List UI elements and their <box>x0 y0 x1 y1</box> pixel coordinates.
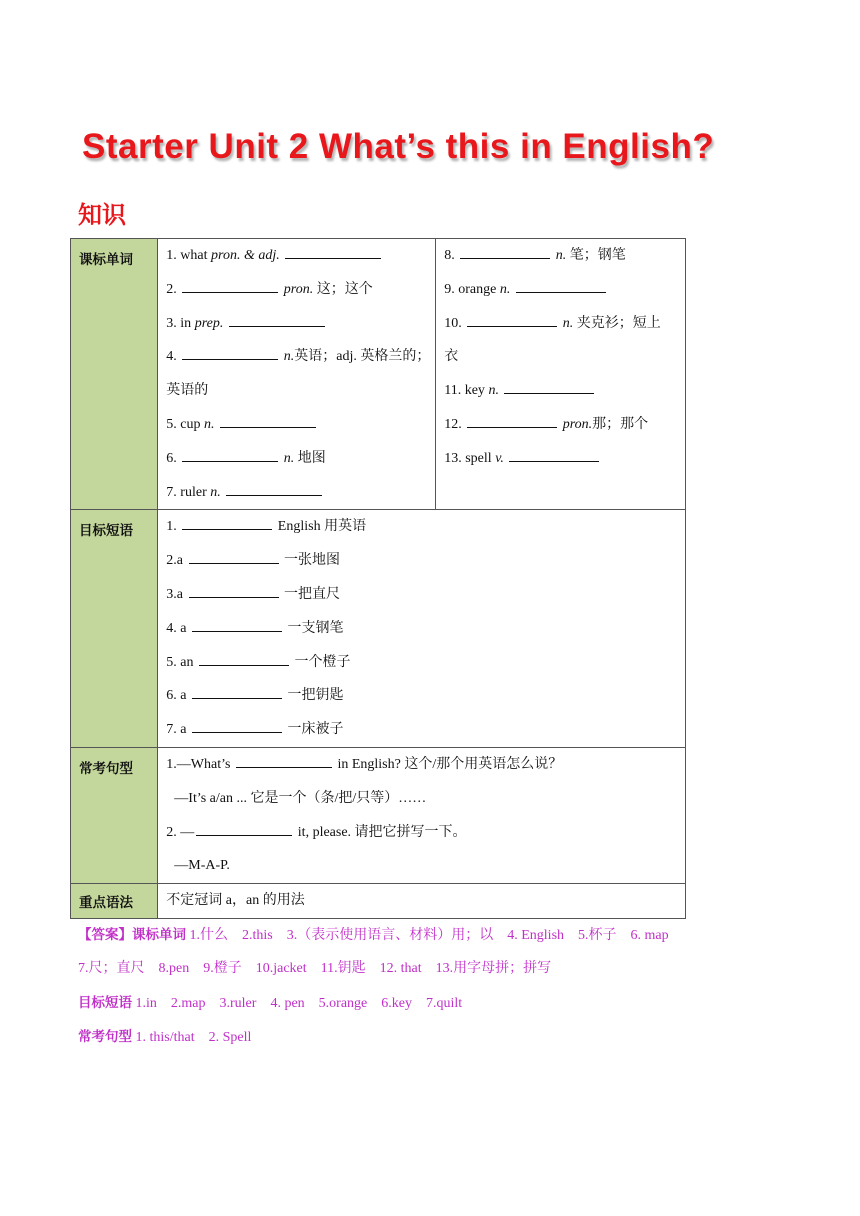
grammar-label: 重点语法 <box>71 884 158 919</box>
phrase-meaning: 一个橙子 <box>291 654 351 670</box>
vocab-meaning: 夹克衫；短上 <box>573 315 661 331</box>
answer-item: 7.quilt <box>425 996 463 1011</box>
sentences-row <box>71 747 686 883</box>
answer-blank[interactable] <box>199 647 289 666</box>
vocab-item <box>158 476 435 510</box>
answer-line <box>78 918 818 952</box>
phrase-item <box>158 679 685 713</box>
answer-blank[interactable] <box>192 613 282 632</box>
vocab-number: 5. cup <box>166 416 205 432</box>
phrase-item <box>158 713 685 747</box>
vocab-right-cell <box>436 239 686 510</box>
phrase-item <box>158 612 685 646</box>
part-of-speech: pron. <box>562 416 593 432</box>
answer-blank[interactable] <box>504 375 594 394</box>
vocab-label: 课标单词 <box>71 239 158 510</box>
part-of-speech: pron. <box>283 281 314 297</box>
part-of-speech: pron. & adj. <box>211 248 280 263</box>
vocab-meaning: 地图 <box>294 450 326 466</box>
vocab-item <box>436 408 685 442</box>
answer-blank[interactable] <box>182 274 278 293</box>
phrase-meaning: 一床被子 <box>284 722 344 738</box>
vocab-number: 11. key <box>444 383 489 399</box>
part-of-speech: n. <box>210 484 221 500</box>
vocab-item <box>436 273 685 307</box>
sentence-line: —It’s a/an ... 它是一个（条/把/只等）…… <box>174 790 427 806</box>
answer-blank[interactable] <box>285 240 381 259</box>
answer-blank[interactable] <box>516 274 606 293</box>
phrase-meaning: English 用英语 <box>274 519 367 535</box>
part-of-speech: n. <box>555 248 567 263</box>
phrase-number: 6. a <box>166 688 191 704</box>
answer-heading: 常考句型 <box>78 1029 132 1045</box>
vocab-number: 7. ruler <box>166 484 211 500</box>
phrase-number: 5. an <box>166 654 198 670</box>
answer-blank[interactable] <box>192 680 282 699</box>
answer-line <box>78 1020 818 1054</box>
answer-blank[interactable] <box>460 240 550 259</box>
answer-blank[interactable] <box>189 545 279 564</box>
vocab-item <box>436 374 685 408</box>
answer-blank[interactable] <box>467 308 557 327</box>
grammar-cell <box>158 884 686 919</box>
sentence-text: 1.—What’s <box>166 756 234 772</box>
sentences-cell <box>158 747 686 883</box>
vocab-left-cell <box>158 239 436 510</box>
vocab-item <box>436 442 685 476</box>
answer-item: 1.什么 <box>189 928 228 943</box>
answer-heading: 目标短语 <box>78 995 132 1011</box>
phrase-meaning: 一支钢笔 <box>284 620 344 636</box>
answer-blank[interactable] <box>182 341 278 360</box>
vocab-number: 3. in <box>166 315 195 331</box>
phrase-number: 4. a <box>166 620 191 636</box>
answer-blank[interactable] <box>182 443 278 462</box>
vocab-number: 8. <box>444 248 459 263</box>
vocab-number: 9. orange <box>444 281 500 297</box>
answer-item: 13.用字母拼；拼写 <box>435 961 552 976</box>
part-of-speech: n. <box>499 281 511 297</box>
phrases-cell <box>158 510 686 748</box>
answer-item: 2.map <box>170 996 206 1011</box>
vocab-number: 13. spell <box>444 450 496 466</box>
phrases-row <box>71 510 686 748</box>
sentences-label: 常考句型 <box>71 747 158 883</box>
vocab-number: 10. <box>444 315 466 331</box>
vocab-number: 4. <box>166 349 181 365</box>
vocab-number: 12. <box>444 416 466 432</box>
section-title: 知识 <box>78 201 126 229</box>
phrase-number: 3.a <box>166 586 187 602</box>
answer-item: 8.pen <box>158 961 190 976</box>
phrase-item <box>158 646 685 680</box>
phrase-item <box>158 578 685 612</box>
answer-line <box>78 986 818 1020</box>
unit-title-banner: Starter Unit 2 What’s this in English? <box>82 127 715 166</box>
vocab-number: 6. <box>166 450 181 466</box>
answer-item: 5.orange <box>318 996 368 1011</box>
answer-blank[interactable] <box>196 817 292 836</box>
answer-blank[interactable] <box>467 409 557 428</box>
answer-blank[interactable] <box>229 308 325 327</box>
sentence-text: it, please. 请把它拼写一下。 <box>294 824 467 840</box>
answer-item: 10.jacket <box>255 961 307 976</box>
answer-item: 2.this <box>242 928 273 943</box>
answer-item: 11.钥匙 <box>320 961 366 976</box>
answer-blank[interactable] <box>226 477 322 496</box>
answer-item: 7.尺；直尺 <box>78 961 145 976</box>
phrases-label: 目标短语 <box>71 510 158 748</box>
vocab-number: 英语的 <box>166 383 209 399</box>
vocab-number: 2. <box>166 281 181 297</box>
sentence-line: —M-A-P. <box>174 858 230 874</box>
sentence-line <box>158 748 685 782</box>
answer-heading: 【答案】课标单词 <box>78 927 186 943</box>
answer-item: 9.橙子 <box>203 961 242 976</box>
vocab-number: 1. what <box>166 248 212 263</box>
part-of-speech: n. <box>204 416 215 432</box>
answer-item: 6. map <box>630 928 669 943</box>
vocab-item <box>158 374 435 408</box>
vocab-item <box>158 273 435 307</box>
answer-blank[interactable] <box>220 409 316 428</box>
answer-item: 1. this/that <box>135 1030 195 1045</box>
vocab-item <box>436 340 685 374</box>
answer-item: 2. Spell <box>208 1030 252 1045</box>
answer-blank[interactable] <box>182 511 272 530</box>
phrase-meaning: 一张地图 <box>280 553 341 569</box>
grammar-row <box>71 884 686 919</box>
vocab-item <box>158 408 435 442</box>
vocab-meaning: 笔；钢笔 <box>566 248 626 263</box>
knowledge-table <box>70 238 686 919</box>
grammar-text: 不定冠词 a，an 的用法 <box>166 893 305 909</box>
answer-blank[interactable] <box>192 714 282 733</box>
part-of-speech: n. <box>562 315 574 331</box>
answer-item: 4. English <box>507 928 565 943</box>
sentence-text: 2. — <box>166 824 195 840</box>
vocab-meaning: 这；这个 <box>313 281 373 297</box>
phrase-meaning: 一把钥匙 <box>284 688 344 704</box>
part-of-speech: n. <box>488 383 499 399</box>
vocab-meaning: 那；那个 <box>592 416 649 432</box>
answer-item: 5.杯子 <box>578 928 617 943</box>
answer-item: 3.ruler <box>219 996 257 1011</box>
answer-item: 1.in <box>135 996 157 1011</box>
phrase-number: 7. a <box>166 722 191 738</box>
vocab-item <box>158 340 435 374</box>
vocab-row <box>71 239 686 510</box>
part-of-speech: v. <box>495 450 504 466</box>
vocab-item <box>436 239 685 273</box>
answer-blank[interactable] <box>509 443 599 462</box>
phrase-item <box>158 544 685 578</box>
sentence-line <box>158 816 685 850</box>
answer-blank[interactable] <box>189 579 279 598</box>
vocab-meaning: 英语；adj. 英格兰的； <box>294 349 431 365</box>
answer-blank[interactable] <box>236 749 332 768</box>
vocab-number: 衣 <box>444 349 459 365</box>
phrase-meaning: 一把直尺 <box>280 586 341 602</box>
sentence-text: in English? 这个/那个用英语怎么说？ <box>333 756 563 772</box>
answer-item: 3.（表示使用语言、材料）用；以 <box>286 928 494 943</box>
vocab-item <box>436 307 685 341</box>
part-of-speech: prep. <box>194 315 224 331</box>
phrase-item <box>158 510 685 544</box>
part-of-speech: n. <box>283 450 295 466</box>
answer-line <box>78 952 818 986</box>
answer-key <box>78 918 818 1054</box>
phrase-number: 1. <box>166 519 181 535</box>
vocab-item <box>158 307 435 341</box>
answer-item: 6.key <box>381 996 412 1011</box>
part-of-speech: n. <box>283 349 295 365</box>
answer-item: 4. pen <box>270 996 305 1011</box>
phrase-number: 2.a <box>166 553 187 569</box>
vocab-item <box>158 442 435 476</box>
vocab-item <box>158 239 435 273</box>
answer-item: 12. that <box>379 961 422 976</box>
